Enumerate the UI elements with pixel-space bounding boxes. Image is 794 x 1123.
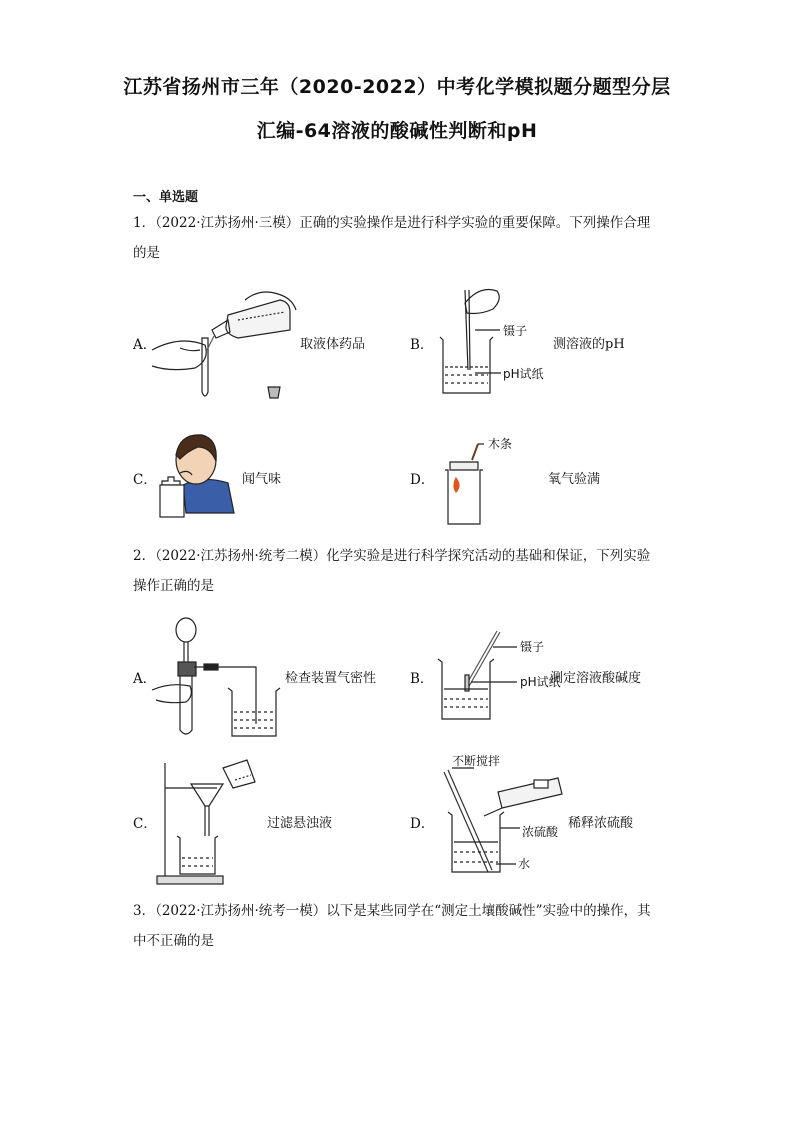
- q2-d-label-acid: 浓硫酸: [522, 825, 559, 839]
- q1-option-c-letter: C．: [133, 472, 157, 488]
- q1-option-b-caption: 测溶液的pH: [553, 337, 625, 352]
- q1-b-label-tweezers: 镊子: [503, 324, 528, 338]
- q2-option-a-figure: [150, 612, 280, 742]
- q1-b-label-ph-paper: pH试纸: [503, 367, 544, 381]
- q1-option-d-letter: D．: [410, 472, 435, 488]
- q1-option-d-caption: 氧气验满: [548, 472, 601, 487]
- page-subtitle: 汇编-64溶液的酸碱性判断和pH: [256, 120, 538, 142]
- q2-option-b-caption: 测定溶液酸碱度: [550, 671, 642, 686]
- q2-option-a-caption: 检查装置气密性: [285, 671, 377, 686]
- question-2-line2: 操作正确的是: [133, 578, 214, 594]
- q1-d-label-stick: 木条: [488, 437, 513, 451]
- page-title: 江苏省扬州市三年（2020-2022）中考化学模拟题分题型分层: [123, 76, 671, 98]
- question-2-stem: [133, 541, 663, 601]
- question-1-line1: 1．（2022·江苏扬州·三模）正确的实验操作是进行科学实验的重要保障。下列操作合理: [133, 215, 651, 231]
- question-1-stem: [133, 208, 663, 268]
- q2-b-label-ph-paper: pH试纸: [520, 675, 561, 689]
- question-3-line1: 3．（2022·江苏扬州·统考一模）以下是某些同学在“测定土壤酸碱性”实验中的操作，其: [133, 903, 651, 919]
- q2-option-c-figure: [155, 758, 265, 888]
- q1-option-c-figure: [158, 425, 238, 520]
- q2-option-a-letter: A．: [133, 671, 157, 687]
- question-1-line2: 的是: [133, 245, 160, 261]
- q2-option-c-letter: C．: [133, 816, 157, 832]
- q2-option-b-letter: B．: [410, 671, 434, 687]
- q1-option-a-figure: [150, 290, 300, 405]
- q1-option-c-caption: 闻气味: [242, 472, 282, 487]
- question-3-line2: 中不正确的是: [133, 933, 214, 949]
- q2-option-d-letter: D．: [410, 816, 435, 832]
- q2-option-c-caption: 过滤悬浊液: [267, 816, 333, 831]
- q1-option-d-figure: [440, 432, 550, 527]
- q1-option-a-letter: A．: [133, 337, 157, 353]
- q2-b-label-tweezers: 镊子: [520, 640, 545, 654]
- question-2-line1: 2．（2022·江苏扬州·统考二模）化学实验是进行科学探究活动的基础和保证，下列实验: [133, 548, 651, 564]
- q1-option-b-letter: B．: [410, 337, 434, 353]
- q2-d-label-stir: 不断搅拌: [452, 754, 501, 768]
- question-3-stem: [133, 896, 663, 956]
- q2-d-label-water: 水: [518, 857, 531, 871]
- section-heading: 一、单选题: [133, 190, 199, 205]
- q1-option-a-caption: 取液体药品: [300, 337, 366, 352]
- q2-option-d-caption: 稀释浓硫酸: [568, 816, 634, 831]
